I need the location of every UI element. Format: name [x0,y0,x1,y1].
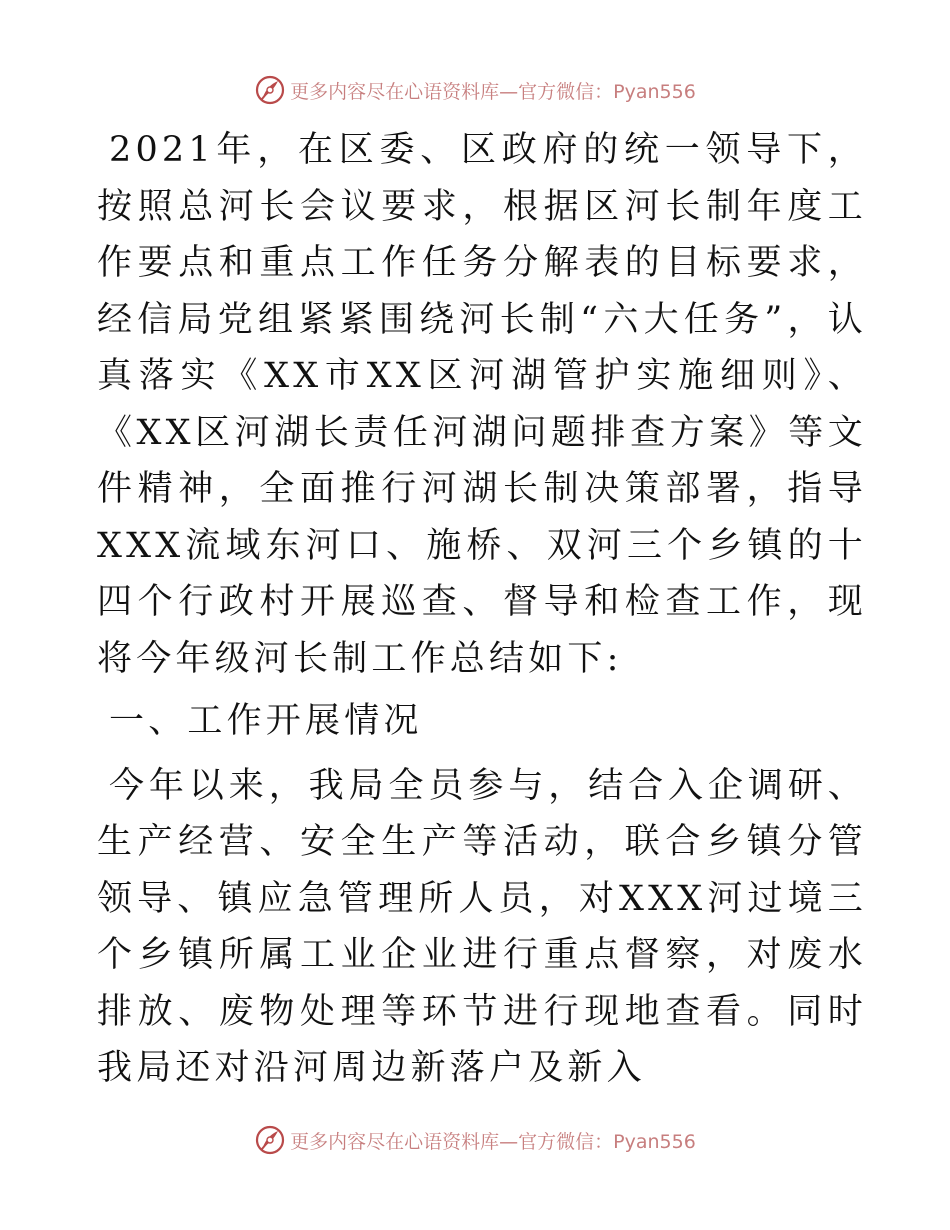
intro-paragraph: 2021年，在区委、区政府的统一领导下，按照总河长会议要求，根据区河长制年度工作要点和重点工作任务分解表的目标要求，经信局党组紧紧围绕河长制“六大任务”，认真落实《XX市XX区河湖管护实施细则》、《XX区河湖长责任河湖问题排查方案》等文件精神，全面推行河湖长制决策部署，指导XXX流域东河口、施桥、双河三个乡镇的十四个行政村开展巡查、督导和检查工作，现将今年级河长制工作总结如下: [97,130,867,679]
section-paragraph: 今年以来，我局全员参与，结合入企调研、生产经营、安全生产等活动，联合乡镇分管领导、镇应急管理所人员，对XXX河过境三个乡镇所属工业企业进行重点督察，对废水排放、废物处理等环节进行现地查看。同时我局还对沿河周边新落户及新入 [97,765,867,1088]
feather-pen-logo-icon [254,1124,286,1156]
footer-watermark-text: 更多内容尽在心语资料库—官方微信：Pyan556 [290,1130,696,1153]
section-heading: 一、工作开展情况 [109,701,423,741]
header-watermark-banner [0,70,950,110]
feather-pen-logo-icon [254,74,286,106]
header-watermark-text: 更多内容尽在心语资料库—官方微信：Pyan556 [290,80,696,103]
document-body [97,122,867,1097]
footer-watermark-banner [0,1120,950,1160]
